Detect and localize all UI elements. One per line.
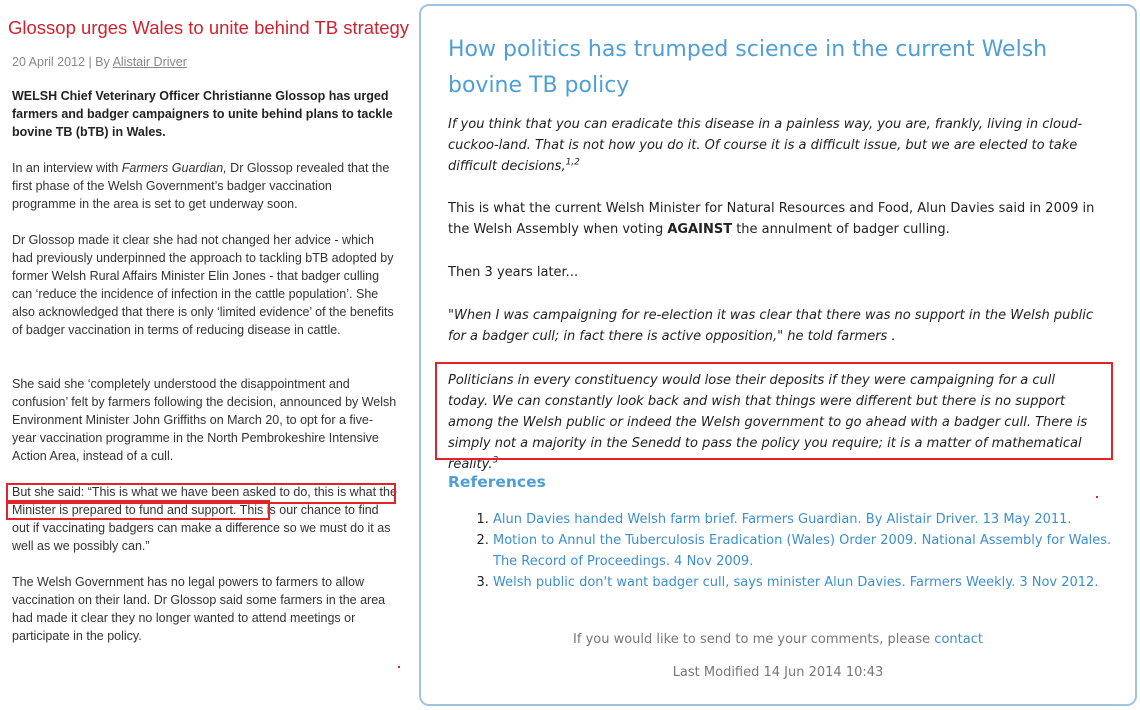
quote-senedd-text: Politicians in every constituency would lose their deposits if they were campaigning for a cull today. We can constantly look back and wish that things were different but there is no support among the Welsh public or indeed the Welsh government to go ahead with a badger cull. There is simply not a majority in the Senedd to pass the policy you require; it is a matter of mathematical reality. bbox=[448, 373, 1088, 472]
quote-2009-text: If you think that you can eradicate this disease in a painless way, you are, frankly, living in cloud-cuckoo-land. That is not how you do it. Of course it is a difficult issue, but we are elected to take difficult decisions, bbox=[448, 117, 1083, 174]
footnote-marker: 3 bbox=[492, 455, 499, 466]
article-title: Glossop urges Wales to unite behind TB strategy bbox=[8, 17, 410, 38]
p1-italic: Farmers Guardian, bbox=[121, 161, 227, 175]
author-link[interactable]: Alistair Driver bbox=[112, 55, 187, 69]
article-lead: WELSH Chief Veterinary Officer Christianne Glossop has urged farmers and badger campaigners to unite behind plans to tackle bovine TB (bTB) in Wales. bbox=[12, 89, 393, 139]
reference-item bbox=[493, 572, 1133, 593]
meta-separator: | By bbox=[84, 55, 113, 69]
article-paragraph: She said she ‘completely understood the disappointment and confusion’ felt by farmers following the decision, announced by Welsh Environment Minister John Griffiths on March 20, to opt for a five-year vaccination programme in the North Pembrokeshire Intensive Action Area, instead of a cull. bbox=[12, 377, 397, 463]
context-start: This is what the current Welsh Minister for Natural Resources and Food, Alun Davies said in 2009 in the Welsh Assembly when voting bbox=[448, 201, 1095, 237]
p1-start: In an interview with bbox=[12, 161, 122, 175]
contact-text: If you would like to send to me your comments, please bbox=[573, 632, 935, 647]
context-paragraph bbox=[448, 198, 1098, 240]
context-bold: AGAINST bbox=[667, 222, 733, 237]
article-paragraph bbox=[12, 159, 397, 213]
article-meta bbox=[12, 55, 187, 69]
red-dot-mark bbox=[1096, 496, 1098, 498]
reference-link[interactable]: Welsh public don't want badger cull, says minister Alun Davies. Farmers Weekly. 3 Nov 2012. bbox=[493, 575, 1099, 590]
reference-link[interactable]: Alun Davies handed Welsh farm brief. Farmers Guardian. By Alistair Driver. 13 May 2011. bbox=[493, 512, 1072, 527]
p1-end: Dr Glossop revealed that the first phase of the Welsh Government’s badger vaccination programme in the area is set to get underway soon. bbox=[12, 161, 390, 211]
contact-line bbox=[421, 632, 1135, 647]
references-list bbox=[461, 509, 1133, 593]
quote-2012: "When I was campaigning for re-election it was clear that there was no support in the Welsh public for a badger cull; in fact there is active opposition," he told farmers . bbox=[448, 308, 1094, 344]
contact-link[interactable]: contact bbox=[934, 632, 983, 647]
article-paragraph: Dr Glossop made it clear she had not changed her advice - which had previously underpinned the approach to tackling bTB adopted by former Welsh Rural Affairs Minister Elin Jones - that badger culling can ‘reduce the incidence of infection in the cattle population’. She also acknowledged that there is only ‘limited evidence’ of the benefits of badger vaccination in terms of reducing disease in cattle. bbox=[12, 233, 394, 337]
article-date: 20 April 2012 bbox=[12, 55, 85, 69]
left-article bbox=[0, 0, 410, 710]
reference-link[interactable]: Motion to Annul the Tuberculosis Eradication (Wales) Order 2009. National Assembly for Wales. The Record of Proceedings. 4 Nov 2009. bbox=[493, 533, 1112, 569]
transition-paragraph: Then 3 years later... bbox=[448, 265, 579, 280]
last-modified: Last Modified 14 Jun 2014 10:43 bbox=[672, 665, 884, 680]
references-heading: References bbox=[448, 473, 546, 491]
article-paragraph-quote: But she said: “This is what we have been asked to do, this is what the Minister is prepared to fund and support. This is our chance to find out if vaccinating badgers can make a difference so we must do it as well as we possibly can.” bbox=[12, 485, 397, 553]
red-dot-mark bbox=[398, 666, 400, 668]
article-paragraph: The Welsh Government has no legal powers to farmers to allow vaccination on their land. Dr Glossop said some farmers in the area had made it clear they no longer wanted to attend meetings or participate in the policy. bbox=[12, 575, 386, 643]
commentary-panel bbox=[419, 4, 1137, 706]
quote-senedd bbox=[448, 370, 1098, 475]
context-end: the annulment of badger culling. bbox=[732, 222, 950, 237]
reference-item bbox=[493, 530, 1133, 572]
reference-item bbox=[493, 509, 1133, 530]
quote-2009 bbox=[448, 114, 1098, 177]
panel-title: How politics has trumped science in the current Welsh bovine TB policy bbox=[448, 37, 1048, 98]
footnote-marker: 1,2 bbox=[565, 157, 580, 168]
